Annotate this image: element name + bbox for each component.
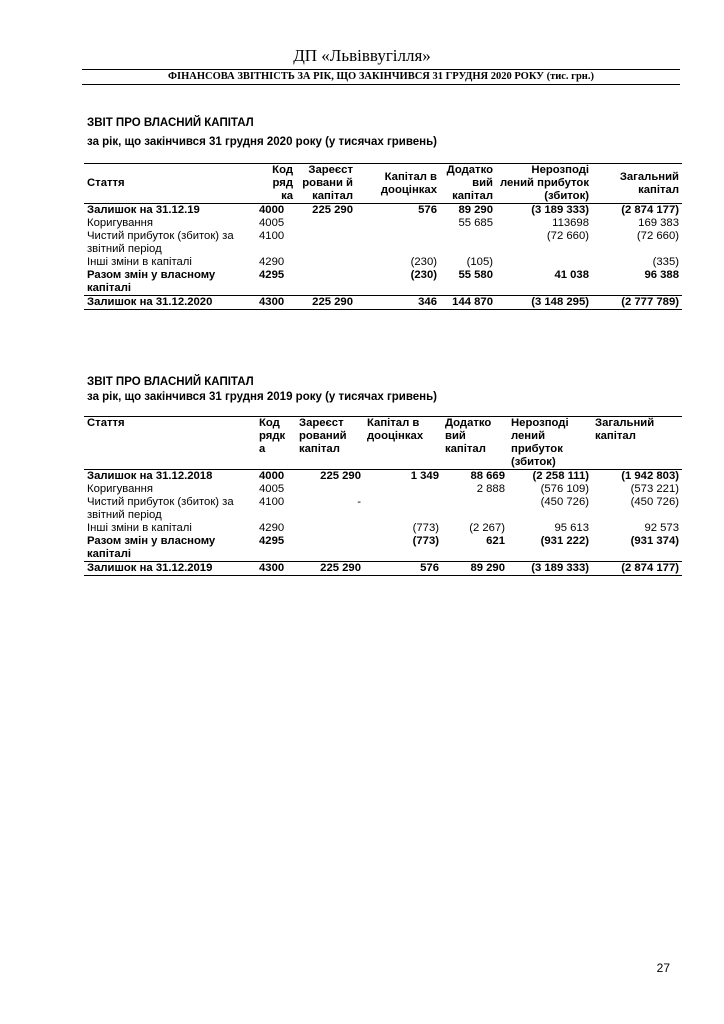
table-row	[84, 296, 682, 310]
cell-revaluation: 576	[364, 562, 442, 576]
cell-total: 96 388	[644, 269, 679, 281]
table-row	[84, 483, 682, 496]
cell-revaluation	[356, 230, 440, 256]
table-body-2020	[84, 204, 682, 310]
cell-retained: (2 258 111)	[532, 470, 589, 482]
row-label: Коригування	[87, 483, 153, 495]
cell-revaluation: (773)	[412, 535, 439, 547]
cell-total: (2 874 177)	[592, 562, 682, 576]
column-header: Загальний капітал	[592, 417, 682, 470]
cell-total: (573 221)	[630, 483, 679, 495]
cell-revaluation: (230)	[410, 256, 437, 268]
row-label: Залишок на 31.12.2020	[84, 296, 256, 310]
row-code: 4300	[256, 562, 296, 576]
cell-revaluation: 1 349	[410, 470, 439, 482]
column-header: Код рядк а	[256, 417, 296, 470]
row-label: Інші зміни в капіталі	[87, 522, 192, 534]
page-number: 27	[656, 961, 670, 975]
cell-revaluation	[356, 217, 440, 230]
column-header: Зареєст рований капітал	[296, 417, 364, 470]
cell-retained: 95 613	[554, 522, 589, 534]
cell-registered	[296, 256, 356, 269]
cell-retained: 113698	[552, 217, 589, 229]
row-label: Разом змін у власному капіталі	[87, 269, 216, 294]
row-code: 4100	[259, 230, 285, 242]
row-label: Залишок на 31.12.19	[87, 204, 200, 216]
cell-additional	[440, 230, 496, 256]
document-title: ДП «Львіввугілля»	[293, 46, 431, 65]
cell-registered: 225 290	[320, 470, 361, 482]
row-label: Коригування	[87, 217, 153, 229]
cell-total: (1 942 803)	[621, 470, 679, 482]
table-row	[84, 535, 682, 562]
cell-revaluation: (230)	[410, 269, 437, 281]
cell-additional: 89 290	[458, 204, 493, 216]
cell-total: (72 660)	[636, 230, 679, 242]
cell-registered	[296, 269, 356, 296]
section2-title: ЗВІТ ПРО ВЛАСНИЙ КАПІТАЛ	[87, 376, 254, 388]
row-label: Залишок на 31.12.2018	[87, 470, 213, 482]
cell-total: (931 374)	[630, 535, 679, 547]
row-code: 4290	[259, 256, 285, 268]
cell-additional: (2 267)	[469, 522, 505, 534]
cell-additional: 88 669	[470, 470, 505, 482]
row-code: 4000	[259, 470, 285, 482]
table-row	[84, 256, 682, 269]
cell-total: (2 777 789)	[592, 296, 682, 310]
cell-retained: (3 189 333)	[531, 204, 589, 216]
document-subtitle: ФІНАНСОВА ЗВІТНІСТЬ ЗА РІК, ЩО ЗАКІНЧИВСЯ 31 ГРУДНЯ 2020 РОКУ (тис. грн.)	[82, 69, 680, 85]
section1-title: ЗВІТ ПРО ВЛАСНИЙ КАПІТАЛ	[87, 117, 254, 129]
cell-total: (335)	[652, 256, 679, 268]
cell-retained: (576 109)	[540, 483, 589, 495]
table-row	[84, 522, 682, 535]
row-code: 4290	[259, 522, 285, 534]
cell-additional: 89 290	[442, 562, 508, 576]
equity-table-2020	[84, 163, 682, 310]
cell-revaluation: 576	[418, 204, 437, 216]
row-code: 4000	[259, 204, 285, 216]
row-code: 4100	[259, 496, 285, 508]
cell-revaluation	[364, 496, 442, 522]
cell-total: (2 874 177)	[621, 204, 679, 216]
table-body-2019	[84, 470, 682, 576]
row-label: Залишок на 31.12.2019	[84, 562, 256, 576]
row-code: 4005	[259, 217, 285, 229]
row-code: 4295	[259, 269, 285, 281]
cell-additional: 2 888	[476, 483, 505, 495]
row-label: Чистий прибуток (збиток) за звітний період	[87, 230, 234, 255]
cell-registered	[296, 522, 364, 535]
cell-retained: (72 660)	[546, 230, 589, 242]
cell-additional: (105)	[466, 256, 493, 268]
cell-additional: 621	[486, 535, 505, 547]
row-code: 4295	[259, 535, 285, 547]
section1-subtitle: за рік, що закінчився 31 грудня 2020 року (у тисячах гривень)	[87, 136, 437, 148]
cell-total: 169 383	[638, 217, 679, 229]
section2-subtitle: за рік, що закінчився 31 грудня 2019 року (у тисячах гривень)	[87, 391, 437, 403]
column-header: Додатко вий капітал	[440, 164, 496, 204]
table-row	[84, 496, 682, 522]
cell-retained: (931 222)	[540, 535, 589, 547]
row-label: Інші зміни в капіталі	[87, 256, 192, 268]
cell-registered: 225 290	[296, 562, 364, 576]
table-row	[84, 269, 682, 296]
column-header: Код ряд ка	[256, 164, 296, 204]
cell-additional	[442, 496, 508, 522]
column-header: Зареєст ровани й капітал	[296, 164, 356, 204]
column-header: Стаття	[84, 164, 256, 204]
cell-registered: 225 290	[312, 204, 353, 216]
row-label: Чистий прибуток (збиток) за звітний період	[87, 496, 234, 521]
cell-retained: 41 038	[554, 269, 589, 281]
table-row	[84, 562, 682, 576]
cell-revaluation: 346	[356, 296, 440, 310]
table-row	[84, 217, 682, 230]
cell-additional: 55 685	[458, 217, 493, 229]
row-code: 4300	[256, 296, 296, 310]
column-header: Капітал в дооцінках	[364, 417, 442, 470]
cell-registered	[296, 535, 364, 562]
cell-registered	[296, 230, 356, 256]
row-code: 4005	[259, 483, 285, 495]
table-row	[84, 230, 682, 256]
cell-registered	[296, 483, 364, 496]
cell-total: 92 573	[644, 522, 679, 534]
cell-registered: -	[357, 496, 361, 508]
column-header: Додатко вий капітал	[442, 417, 508, 470]
column-header: Загальний капітал	[592, 164, 682, 204]
column-header: Нерозподі лений прибуток (збиток)	[496, 164, 592, 204]
cell-revaluation	[364, 483, 442, 496]
cell-retained: (3 189 333)	[508, 562, 592, 576]
cell-additional: 144 870	[440, 296, 496, 310]
table-row	[84, 204, 682, 218]
cell-retained	[496, 256, 592, 269]
table-row	[84, 470, 682, 484]
cell-total: (450 726)	[630, 496, 679, 508]
column-header: Капітал в дооцінках	[356, 164, 440, 204]
cell-registered	[296, 217, 356, 230]
cell-registered: 225 290	[296, 296, 356, 310]
equity-table-2019	[84, 416, 682, 576]
cell-revaluation: (773)	[412, 522, 439, 534]
cell-retained: (450 726)	[540, 496, 589, 508]
row-label: Разом змін у власному капіталі	[87, 535, 216, 560]
cell-additional: 55 580	[458, 269, 493, 281]
column-header: Нерозподі лений прибуток (збиток)	[508, 417, 592, 470]
cell-retained: (3 148 295)	[496, 296, 592, 310]
column-header: Стаття	[84, 417, 256, 470]
